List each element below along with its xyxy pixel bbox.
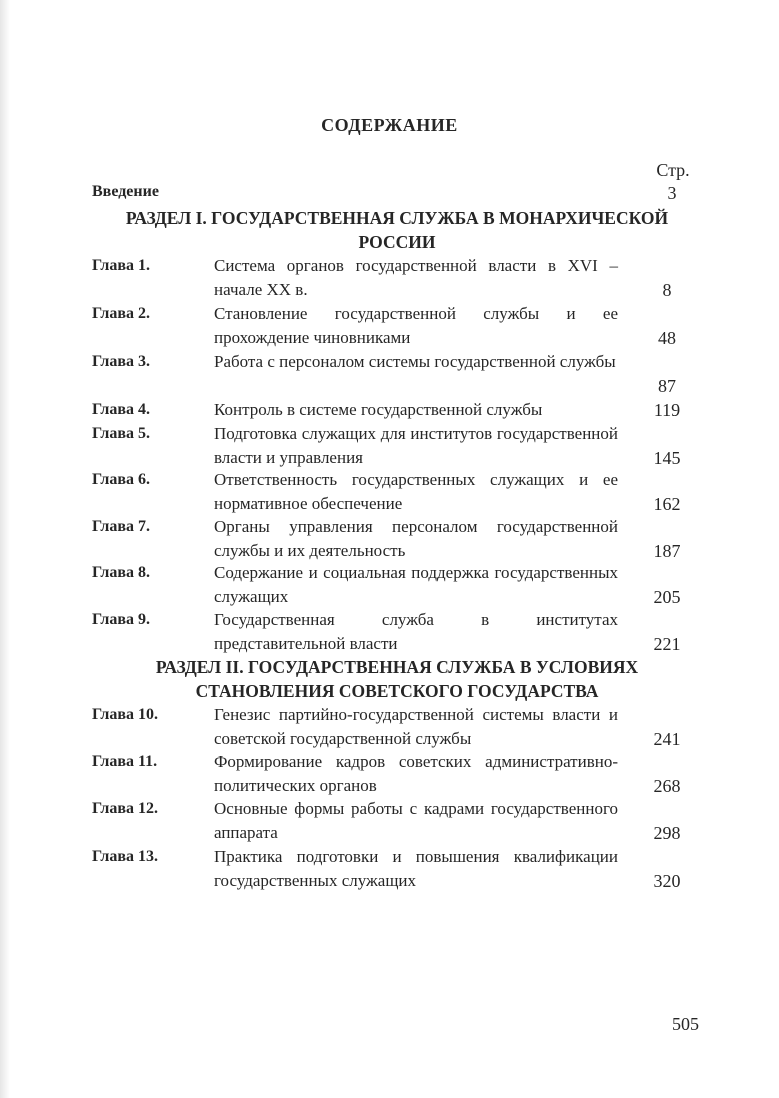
chapter-page-number: 187 [653, 541, 681, 561]
chapter-label: Глава 10. [92, 706, 158, 723]
toc-entry-chapter-12[interactable] [92, 797, 692, 845]
chapter-label: Глава 8. [92, 564, 150, 581]
chapter-title: Органы управления персоналом государственной службы и их деятельность [214, 517, 618, 560]
toc-entry-chapter-1[interactable] [92, 254, 692, 302]
toc-intro-row[interactable] [92, 183, 690, 205]
chapter-label: Глава 11. [92, 753, 158, 770]
toc-entry-chapter-6[interactable] [92, 468, 692, 516]
chapter-page-number: 268 [653, 776, 681, 796]
chapter-page-number: 145 [653, 448, 681, 468]
page-edge [0, 0, 10, 1098]
chapter-page-number: 241 [653, 729, 681, 749]
toc-entry-chapter-11[interactable] [92, 750, 692, 798]
chapter-label: Глава 5. [92, 425, 150, 442]
intro-page-number: 3 [667, 183, 677, 203]
chapter-page-number: 221 [653, 634, 681, 654]
chapter-title: Подготовка служащих для институтов государственной власти и управления [214, 424, 618, 467]
page-column-header: Стр. [656, 160, 690, 180]
chapter-page-number: 320 [653, 871, 681, 891]
toc-entry-chapter-9[interactable] [92, 608, 692, 656]
chapter-label: Глава 2. [92, 305, 150, 322]
chapter-label: Глава 4. [92, 401, 150, 418]
chapter-page-number: 162 [653, 494, 681, 514]
chapter-label: Глава 12. [92, 800, 158, 817]
toc-entry-chapter-10[interactable] [92, 703, 692, 751]
toc-entry-chapter-7[interactable] [92, 515, 692, 563]
chapter-page-number: 205 [653, 587, 681, 607]
chapter-title: Система органов государственной власти в XVI – начале XX в. [214, 256, 618, 299]
chapter-label: Глава 6. [92, 471, 150, 488]
chapter-title: Основные формы работы с кадрами государственного аппарата [214, 799, 618, 842]
toc-entry-chapter-3[interactable] [92, 350, 692, 398]
intro-label: Введение [92, 183, 159, 200]
toc-entry-chapter-4[interactable] [92, 398, 692, 422]
chapter-label: Глава 3. [92, 353, 150, 370]
chapter-page-number: 48 [658, 328, 676, 348]
chapter-label: Глава 13. [92, 848, 158, 865]
chapter-title: Генезис партийно-государственной системы власти и советской государственной службы [214, 705, 618, 748]
toc-entry-chapter-13[interactable] [92, 845, 692, 893]
toc-entry-chapter-5[interactable] [92, 422, 692, 470]
chapter-title: Становление государственной службы и ее прохождение чиновниками [214, 304, 618, 347]
chapter-label: Глава 9. [92, 611, 150, 628]
chapter-title: Ответственность государственных служащих и ее нормативное обеспечение [214, 470, 618, 513]
chapter-title: Содержание и социальная поддержка государственных служащих [214, 563, 618, 606]
chapter-label: Глава 7. [92, 518, 150, 535]
chapter-label: Глава 1. [92, 257, 150, 274]
chapter-title: Работа с персоналом системы государственной службы [214, 352, 616, 371]
page-title: СОДЕРЖАНИЕ [321, 115, 458, 135]
chapter-title: Формирование кадров советских административно-политических органов [214, 752, 618, 795]
chapter-page-number: 87 [658, 376, 676, 396]
page-number-footer: 505 [672, 1014, 699, 1034]
chapter-page-number: 298 [653, 823, 681, 843]
toc-entry-chapter-8[interactable] [92, 561, 692, 609]
chapter-page-number: 119 [653, 400, 681, 420]
chapter-title: Государственная служба в институтах представительной власти [214, 610, 618, 653]
chapter-title: Контроль в системе государственной службы [214, 400, 543, 419]
section-heading-2: РАЗДЕЛ II. ГОСУДАРСТВЕННАЯ СЛУЖБА В УСЛОВИЯХ СТАНОВЛЕНИЯ СОВЕТСКОГО ГОСУДАРСТВА [155, 657, 639, 701]
toc-entry-chapter-2[interactable] [92, 302, 692, 350]
chapter-title: Практика подготовки и повышения квалификации государственных служащих [214, 847, 618, 890]
section-heading-1: РАЗДЕЛ I. ГОСУДАРСТВЕННАЯ СЛУЖБА В МОНАРХИЧЕСКОЙ РОССИИ [125, 208, 669, 252]
chapter-page-number: 8 [662, 280, 672, 300]
